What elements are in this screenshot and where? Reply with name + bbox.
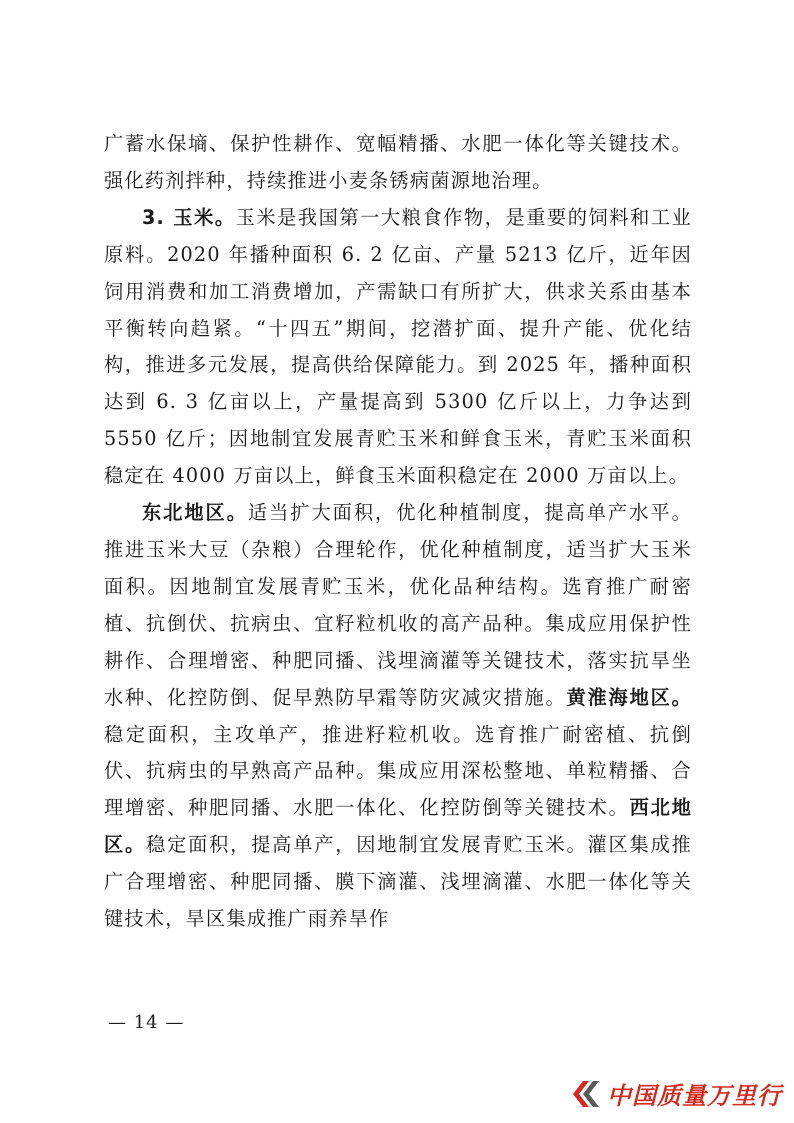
paragraph-wheat-techniques xyxy=(104,126,692,200)
region-heading-northeast: 东北地区。 xyxy=(142,501,248,525)
document-body xyxy=(104,126,692,938)
paragraph-text: 玉米是我国第一大粮食作物，是重要的饲料和工业原料。2020 年播种面积 6. 2 亿亩、产量 5213 亿斤，近年因饲用消费和加工消费增加，产需缺口有所扩大，供求关系由基本平衡转向趋紧。“十四五”期间，挖潜扩面、提升产能、优化结构，推进多元发展，提高供给保障能力。到 2025 年，播种面积达到 6. 3 亿亩以上，产量提高到 5300 亿斤以上，力争达到 5550 亿斤；因地制宜发展青贮玉米和鲜食玉米，青贮玉米面积稳定在 4000 万亩以上，鲜食玉米面积稳定在 2000 万亩以上。 xyxy=(104,205,692,488)
region-heading-northwest: 西北地区。 xyxy=(104,796,692,857)
region-text-northeast: 适当扩大面积，优化种植制度，提高单产水平。推进玉米大豆（杂粮）合理轮作，优化种植制度，适当扩大玉米面积。因地制宜发展青贮玉米，优化品种结构。选育推广耐密植、抗倒伏、抗病虫、宜籽粒机收的高产品种。集成应用保护性耕作、合理增密、种肥同播、浅埋滴灌等关键技术，落实抗旱坐水种、化控防倒、促早熟防早霜等防灾减灾措施。 xyxy=(104,501,692,709)
watermark-text: 中国质量万里行 xyxy=(607,1082,782,1110)
region-text-huanghuaihai: 稳定面积，主攻单产，推进籽粒机收。选育推广耐密植、抗倒伏、抗病虫的早熟高产品种。集成应用深松整地、单粒精播、合理增密、种肥同播、水肥一体化、化控防倒等关键技术。 xyxy=(104,722,692,820)
region-heading-huanghuaihai: 黄淮海地区。 xyxy=(566,685,692,709)
region-text-northwest: 稳定面积，提高单产，因地制宜发展青贮玉米。灌区集成推广合理增密、种肥同播、膜下滴灌、浅埋滴灌、水肥一体化等关键技术，旱区集成推广雨养旱作 xyxy=(104,833,692,931)
paragraph-corn-regions xyxy=(104,495,692,938)
paragraph-text: 广蓄水保墒、保护性耕作、宽幅精播、水肥一体化等关键技术。强化药剂拌种，持续推进小麦条锈病菌源地治理。 xyxy=(104,132,692,192)
section-heading-corn: 3. 玉米。 xyxy=(142,205,236,229)
page-number: — 14 — xyxy=(108,1012,185,1033)
logo-chevron-icon xyxy=(569,1079,603,1109)
watermark-logo xyxy=(569,1076,782,1111)
paragraph-corn-overview xyxy=(104,200,692,495)
